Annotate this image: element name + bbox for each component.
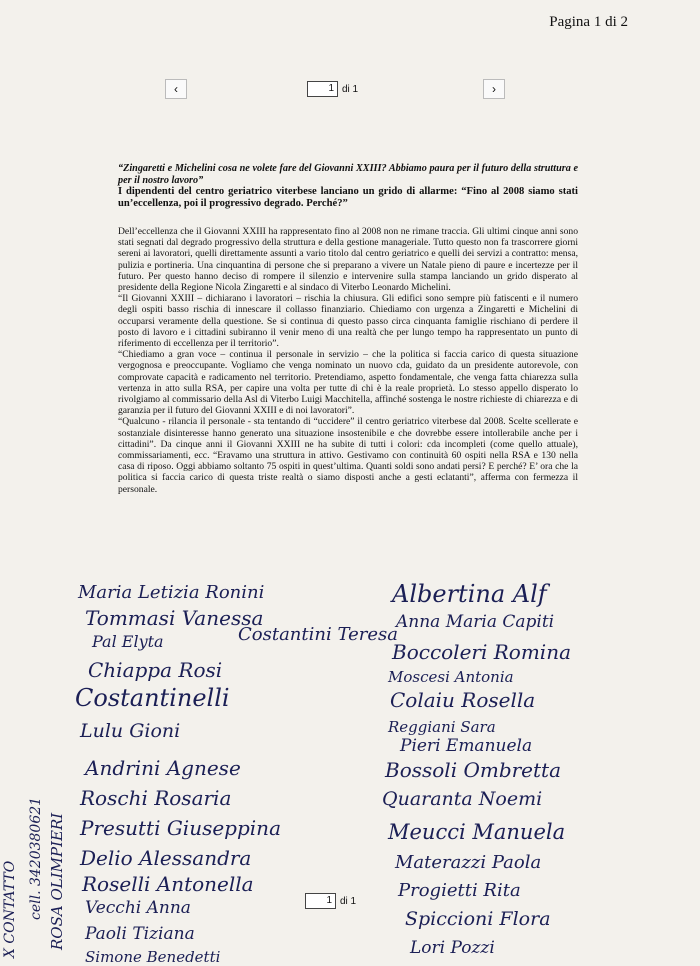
page-number-input[interactable]: 1 bbox=[305, 893, 336, 909]
side-note: X CONTATTO bbox=[2, 860, 18, 958]
page-label: Pagina 1 di 2 bbox=[549, 14, 628, 30]
chevron-left-icon: ‹ bbox=[174, 82, 178, 96]
signature: Albertina Alf bbox=[392, 580, 547, 608]
side-note: cell. 3420380621 bbox=[28, 796, 44, 920]
signature: Pal Elyta bbox=[92, 632, 164, 651]
signature: Presutti Giuseppina bbox=[80, 816, 281, 840]
signature: Quaranta Noemi bbox=[382, 788, 543, 810]
pager-bottom bbox=[165, 890, 505, 912]
signature: Reggiani Sara bbox=[388, 718, 496, 736]
paragraph: “Qualcuno - rilancia il personale - sta tentando di “uccidere” il centro geriatrico viterbese dal 2008. Scelte scellerate e sostanziale disinteresse hanno generato una situazione insostenibile e che dovrebbe essere intollerabile anche per i cittadini”. Da cinque anni il Giovanni XXIII ne ha subite di tutti i colori: cda incompleti (come quello attuale), commissariamenti, ecc. “Eravamo una struttura in attivo. Gestivamo con continuità 60 ospiti nella RSA e 130 nella casa di riposo. Oggi abbiamo soltanto 75 ospiti in quest’ultima. Quanti soldi sono andati persi? E perché? E’ ora che la politica si faccia carico di questa triste realtà o siamo disposti anche a gesti eclatanti”, afferma con fermezza il personale. bbox=[118, 416, 578, 495]
signature: Roschi Rosaria bbox=[80, 786, 232, 810]
prev-page-button[interactable] bbox=[165, 79, 187, 99]
signature: Boccoleri Romina bbox=[392, 640, 571, 664]
article-subtitle: “Zingaretti e Michelini cosa ne volete fare del Giovanni XXIII? Abbiamo paura per il futuro della struttura e per il nostro lavoro” bbox=[118, 163, 578, 186]
signature: Progietti Rita bbox=[398, 880, 521, 901]
signature: Spiccioni Flora bbox=[405, 908, 551, 930]
signature: Simone Benedetti bbox=[85, 948, 221, 966]
signature: Colaiu Rosella bbox=[390, 688, 536, 712]
signature: Costantini Teresa bbox=[238, 624, 398, 645]
signature: Chiappa Rosi bbox=[88, 658, 223, 682]
signature: Lulu Gioni bbox=[80, 720, 181, 742]
signature: Delio Alessandra bbox=[80, 846, 252, 870]
signature: Vecchi Anna bbox=[85, 898, 191, 918]
next-page-button[interactable] bbox=[483, 79, 505, 99]
signature: Costantinelli bbox=[75, 684, 230, 712]
signature: Tommasi Vanessa bbox=[85, 606, 264, 630]
page-number-input[interactable]: 1 bbox=[307, 81, 338, 97]
signature: Paoli Tiziana bbox=[85, 924, 195, 944]
page-count: di 1 bbox=[342, 83, 359, 95]
paragraph: “Il Giovanni XXIII – dichiarano i lavoratori – rischia la chiusura. Gli edifici sono sempre più fatiscenti e il numero degli ospiti basso rischia di innescare il collasso finanziario. Chiediamo con urgenza a Zingaretti e Michelini di occuparsi veramente della questione. Se si continua di questo passo circa cinquanta famiglie rischiano di perdere il posto di lavoro e i cittadini subiranno il venir meno di una realtà che per lungo tempo ha rappresentato un punto di riferimento di eccellenza per il territorio”. bbox=[118, 293, 578, 350]
signature: Maria Letizia Ronini bbox=[78, 582, 265, 603]
signature: Andrini Agnese bbox=[85, 756, 241, 780]
article-title: I dipendenti del centro geriatrico viterbese lanciano un grido di allarme: “Fino al 2008 siamo stati un’eccellenza, poi il progressivo degrado. Perché?” bbox=[118, 186, 578, 209]
paragraph: “Chiediamo a gran voce – continua il personale in servizio – che la politica si faccia carico di questa situazione vergognosa e preoccupante. Vogliamo che venga nominato un nuovo cda, guidato da un presidente autorevole, con comprovate capacità e radicamento nel territorio. Pretendiamo, aspetto fondamentale, che venga fatta chiarezza sulla vertenza in atto sulla RSA, per capire una volta per tutte di chi è la reale proprietà. Lo stesso appello disperato lo rivolgiamo al commissario della Asl di Viterbo Luigi Macchitella, affinché sostenga le nostre richieste di chiarezza e di garanzia per il futuro del Giovanni XXIII e di noi lavoratori”. bbox=[118, 349, 578, 417]
signature: Roselli Antonella bbox=[82, 872, 254, 896]
signature: Lori Pozzi bbox=[410, 938, 495, 958]
side-note: ROSA OLIMPIERI bbox=[48, 812, 66, 950]
paragraph: Dell’eccellenza che il Giovanni XXIII ha rappresentato fino al 2008 non ne rimane traccia. Gli ultimi cinque anni sono stati segnati dal degrado progressivo della struttura e della gestione manageriale. Tutto questo non fa trascorrere giorni sereni ai lavoratori, quelli direttamente assunti a vario titolo dal centro geriatrico e quelli dei servizi a contratto: mensa, pulizia e portineria. Una cinquantina di persone che si preparano a vivere un Natale pieno di paure e incertezze per il futuro. Per questo hanno deciso di rompere il silenzio e intervenire sulla stampa lanciando un grido disperato al presidente della Regione Nicola Zingaretti e al sindaco di Viterbo Leonardo Michelini. bbox=[118, 226, 578, 294]
signature: Moscesi Antonia bbox=[388, 668, 514, 686]
signature: Anna Maria Capiti bbox=[396, 612, 555, 632]
signature: Pieri Emanuela bbox=[400, 736, 533, 756]
page-count: di 1 bbox=[340, 895, 357, 907]
pager-top bbox=[165, 78, 505, 100]
chevron-right-icon: › bbox=[492, 82, 496, 96]
article bbox=[118, 163, 578, 495]
signature: Meucci Manuela bbox=[388, 820, 566, 844]
signature: Bossoli Ombretta bbox=[385, 758, 562, 782]
signature: Materazzi Paola bbox=[395, 852, 542, 873]
